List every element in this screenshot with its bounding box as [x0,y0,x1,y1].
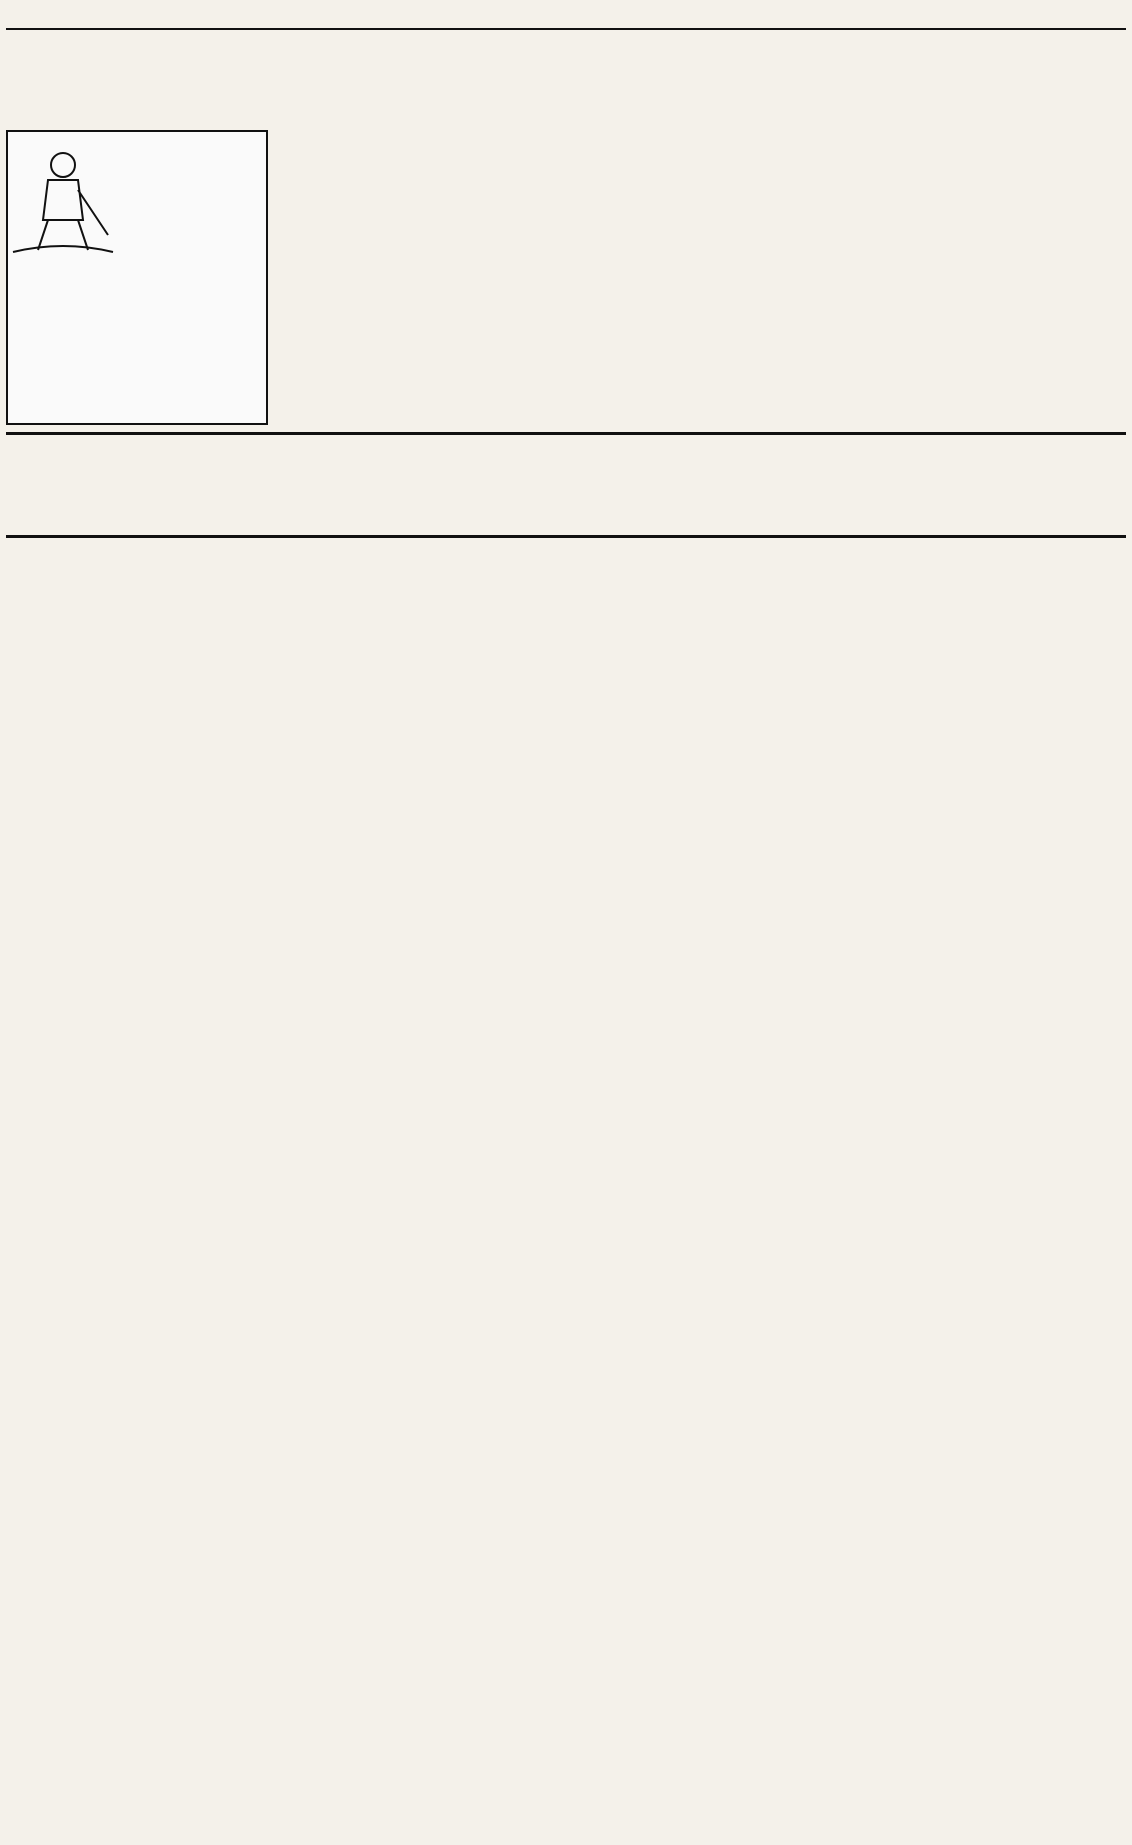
blue-grass-farms-ad [6,130,268,425]
home-service-guide-masthead [6,432,1126,538]
farmer-illustration [8,140,118,260]
service-guide-columns [6,536,1126,1841]
dateline [720,6,1118,22]
